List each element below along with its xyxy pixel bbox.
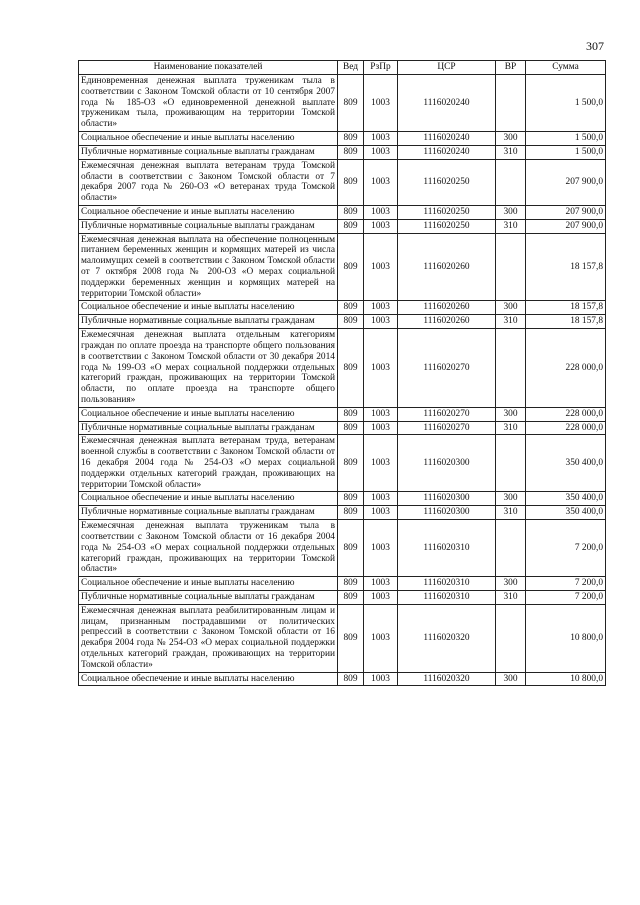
header-name: Наименование показателей bbox=[79, 61, 338, 75]
table-row bbox=[79, 75, 606, 132]
row-name: Ежемесячная денежная выплата труженикам тыла в соответствии с Законом Томской области от 16 декабря 2004 года № 254-ОЗ «О мерах социальной поддержки отдельных категорий граждан, проживающих на территории Томской области» bbox=[79, 520, 338, 577]
row-ved: 809 bbox=[338, 205, 364, 219]
row-rzpr: 1003 bbox=[364, 301, 398, 315]
row-ved: 809 bbox=[338, 577, 364, 591]
page-number: 307 bbox=[586, 39, 604, 53]
header-vr: ВР bbox=[496, 61, 526, 75]
table-row bbox=[79, 520, 606, 577]
table-row bbox=[79, 506, 606, 520]
row-ved: 809 bbox=[338, 590, 364, 604]
row-rzpr: 1003 bbox=[364, 75, 398, 132]
table-row bbox=[79, 407, 606, 421]
table-row bbox=[79, 233, 606, 301]
row-csr: 1116020240 bbox=[398, 132, 496, 146]
row-csr: 1116020270 bbox=[398, 421, 496, 435]
row-vr: 310 bbox=[496, 421, 526, 435]
row-csr: 1116020270 bbox=[398, 407, 496, 421]
row-sum: 1 500,0 bbox=[526, 145, 606, 159]
row-sum: 7 200,0 bbox=[526, 577, 606, 591]
row-rzpr: 1003 bbox=[364, 315, 398, 329]
table-row bbox=[79, 604, 606, 672]
row-vr: 310 bbox=[496, 506, 526, 520]
row-rzpr: 1003 bbox=[364, 590, 398, 604]
row-name: Публичные нормативные социальные выплаты гражданам bbox=[79, 421, 338, 435]
table-row bbox=[79, 315, 606, 329]
row-rzpr: 1003 bbox=[364, 233, 398, 301]
table-row bbox=[79, 435, 606, 492]
row-ved: 809 bbox=[338, 672, 364, 686]
row-vr: 310 bbox=[496, 145, 526, 159]
row-sum: 207 900,0 bbox=[526, 219, 606, 233]
row-sum: 350 400,0 bbox=[526, 435, 606, 492]
row-vr bbox=[496, 329, 526, 408]
row-rzpr: 1003 bbox=[364, 435, 398, 492]
row-ved: 809 bbox=[338, 329, 364, 408]
row-sum: 7 200,0 bbox=[526, 590, 606, 604]
row-ved: 809 bbox=[338, 492, 364, 506]
row-rzpr: 1003 bbox=[364, 577, 398, 591]
row-csr: 1116020310 bbox=[398, 520, 496, 577]
row-csr: 1116020250 bbox=[398, 219, 496, 233]
row-ved: 809 bbox=[338, 301, 364, 315]
table-row bbox=[79, 577, 606, 591]
table-row bbox=[79, 329, 606, 408]
table-row bbox=[79, 205, 606, 219]
row-csr: 1116020260 bbox=[398, 301, 496, 315]
row-vr bbox=[496, 159, 526, 205]
row-sum: 18 157,8 bbox=[526, 233, 606, 301]
table-row bbox=[79, 421, 606, 435]
row-vr: 300 bbox=[496, 577, 526, 591]
row-name: Социальное обеспечение и иные выплаты населению bbox=[79, 132, 338, 146]
table-header bbox=[79, 61, 606, 75]
row-csr: 1116020300 bbox=[398, 435, 496, 492]
row-name: Социальное обеспечение и иные выплаты населению bbox=[79, 205, 338, 219]
row-csr: 1116020270 bbox=[398, 329, 496, 408]
row-sum: 18 157,8 bbox=[526, 301, 606, 315]
row-sum: 18 157,8 bbox=[526, 315, 606, 329]
row-name: Публичные нормативные социальные выплаты гражданам bbox=[79, 506, 338, 520]
row-vr: 300 bbox=[496, 301, 526, 315]
row-sum: 1 500,0 bbox=[526, 132, 606, 146]
row-csr: 1116020300 bbox=[398, 506, 496, 520]
row-vr bbox=[496, 233, 526, 301]
row-vr: 300 bbox=[496, 407, 526, 421]
row-vr: 310 bbox=[496, 315, 526, 329]
row-sum: 350 400,0 bbox=[526, 492, 606, 506]
header-csr: ЦСР bbox=[398, 61, 496, 75]
row-rzpr: 1003 bbox=[364, 132, 398, 146]
row-name: Социальное обеспечение и иные выплаты населению bbox=[79, 672, 338, 686]
row-csr: 1116020260 bbox=[398, 233, 496, 301]
row-vr: 300 bbox=[496, 492, 526, 506]
row-ved: 809 bbox=[338, 407, 364, 421]
row-name: Ежемесячная денежная выплата ветеранам труда, ветеранам военной службы в соответствии с Законом Томской области от 16 декабря 2004 года № 254-ОЗ «О мерах социальной поддержки отдельных категорий граждан, проживающих на территории Томской области» bbox=[79, 435, 338, 492]
row-vr: 300 bbox=[496, 205, 526, 219]
row-csr: 1116020240 bbox=[398, 145, 496, 159]
row-name: Ежемесячная денежная выплата на обеспечение полноценным питанием беременных женщин и кормящих матерей из числа малоимущих семей в соответствии с Законом Томской области от 7 октября 2008 года № 200-ОЗ «О мерах социальной поддержки беременных женщин и кормящих матерей на территории Томской области» bbox=[79, 233, 338, 301]
row-vr: 300 bbox=[496, 132, 526, 146]
table-row bbox=[79, 301, 606, 315]
row-ved: 809 bbox=[338, 233, 364, 301]
row-sum: 228 000,0 bbox=[526, 407, 606, 421]
table-row bbox=[79, 590, 606, 604]
row-rzpr: 1003 bbox=[364, 421, 398, 435]
row-ved: 809 bbox=[338, 520, 364, 577]
table-body bbox=[79, 75, 606, 686]
row-vr: 300 bbox=[496, 672, 526, 686]
row-rzpr: 1003 bbox=[364, 604, 398, 672]
row-name: Единовременная денежная выплата труженикам тыла в соответствии с Законом Томской области от 10 сентября 2007 года № 185-ОЗ «О единовременной денежной выплате труженикам тыла, проживающим на территории Томской области» bbox=[79, 75, 338, 132]
row-csr: 1116020310 bbox=[398, 590, 496, 604]
row-ved: 809 bbox=[338, 421, 364, 435]
row-csr: 1116020250 bbox=[398, 205, 496, 219]
row-ved: 809 bbox=[338, 145, 364, 159]
row-sum: 228 000,0 bbox=[526, 421, 606, 435]
row-name: Социальное обеспечение и иные выплаты населению bbox=[79, 577, 338, 591]
row-name: Публичные нормативные социальные выплаты гражданам bbox=[79, 590, 338, 604]
row-rzpr: 1003 bbox=[364, 520, 398, 577]
row-name: Ежемесячная денежная выплата ветеранам труда Томской области в соответствии с Законом Томской области от 7 декабря 2007 года № 260-ОЗ «О ветеранах труда Томской области» bbox=[79, 159, 338, 205]
row-name: Ежемесячная денежная выплата реабилитированным лицам и лицам, признанным пострадавшими от политических репрессий в соответствии с Законом Томской области от 16 декабря 2004 года № 254-ОЗ «О мерах социальной поддержки отдельных категорий граждан, проживающих на территории Томской области» bbox=[79, 604, 338, 672]
row-csr: 1116020320 bbox=[398, 672, 496, 686]
table-row bbox=[79, 159, 606, 205]
row-ved: 809 bbox=[338, 604, 364, 672]
row-csr: 1116020300 bbox=[398, 492, 496, 506]
row-sum: 10 800,0 bbox=[526, 672, 606, 686]
row-ved: 809 bbox=[338, 435, 364, 492]
row-sum: 207 900,0 bbox=[526, 205, 606, 219]
row-ved: 809 bbox=[338, 75, 364, 132]
row-ved: 809 bbox=[338, 506, 364, 520]
row-rzpr: 1003 bbox=[364, 672, 398, 686]
row-name: Публичные нормативные социальные выплаты гражданам bbox=[79, 315, 338, 329]
row-name: Социальное обеспечение и иные выплаты населению bbox=[79, 492, 338, 506]
row-name: Публичные нормативные социальные выплаты гражданам bbox=[79, 219, 338, 233]
row-ved: 809 bbox=[338, 315, 364, 329]
row-rzpr: 1003 bbox=[364, 205, 398, 219]
row-vr: 310 bbox=[496, 219, 526, 233]
row-sum: 228 000,0 bbox=[526, 329, 606, 408]
row-csr: 1116020250 bbox=[398, 159, 496, 205]
row-rzpr: 1003 bbox=[364, 159, 398, 205]
row-vr bbox=[496, 75, 526, 132]
row-sum: 7 200,0 bbox=[526, 520, 606, 577]
row-rzpr: 1003 bbox=[364, 219, 398, 233]
row-name: Социальное обеспечение и иные выплаты населению bbox=[79, 407, 338, 421]
row-csr: 1116020260 bbox=[398, 315, 496, 329]
row-ved: 809 bbox=[338, 219, 364, 233]
table-row bbox=[79, 219, 606, 233]
row-ved: 809 bbox=[338, 132, 364, 146]
row-rzpr: 1003 bbox=[364, 506, 398, 520]
row-csr: 1116020310 bbox=[398, 577, 496, 591]
table-row bbox=[79, 492, 606, 506]
row-ved: 809 bbox=[338, 159, 364, 205]
row-rzpr: 1003 bbox=[364, 145, 398, 159]
budget-table bbox=[78, 60, 606, 686]
row-rzpr: 1003 bbox=[364, 407, 398, 421]
row-name: Публичные нормативные социальные выплаты гражданам bbox=[79, 145, 338, 159]
row-sum: 10 800,0 bbox=[526, 604, 606, 672]
row-sum: 1 500,0 bbox=[526, 75, 606, 132]
row-vr: 310 bbox=[496, 590, 526, 604]
row-vr bbox=[496, 520, 526, 577]
row-csr: 1116020320 bbox=[398, 604, 496, 672]
row-rzpr: 1003 bbox=[364, 329, 398, 408]
row-sum: 350 400,0 bbox=[526, 506, 606, 520]
row-rzpr: 1003 bbox=[364, 492, 398, 506]
header-rzpr: РзПр bbox=[364, 61, 398, 75]
row-name: Социальное обеспечение и иные выплаты населению bbox=[79, 301, 338, 315]
table-row bbox=[79, 672, 606, 686]
table-row bbox=[79, 132, 606, 146]
header-sum: Сумма bbox=[526, 61, 606, 75]
row-sum: 207 900,0 bbox=[526, 159, 606, 205]
row-csr: 1116020240 bbox=[398, 75, 496, 132]
row-vr bbox=[496, 435, 526, 492]
header-ved: Вед bbox=[338, 61, 364, 75]
row-vr bbox=[496, 604, 526, 672]
table-row bbox=[79, 145, 606, 159]
row-name: Ежемесячная денежная выплата отдельным категориям граждан по оплате проезда на транспорте общего пользования в соответствии с Законом Томской области от 30 декабря 2014 года № 199-ОЗ «О мерах социальной поддержки отдельных категорий граждан, проживающих на территории Томской области, по оплате проезда на транспорте общего пользования» bbox=[79, 329, 338, 408]
